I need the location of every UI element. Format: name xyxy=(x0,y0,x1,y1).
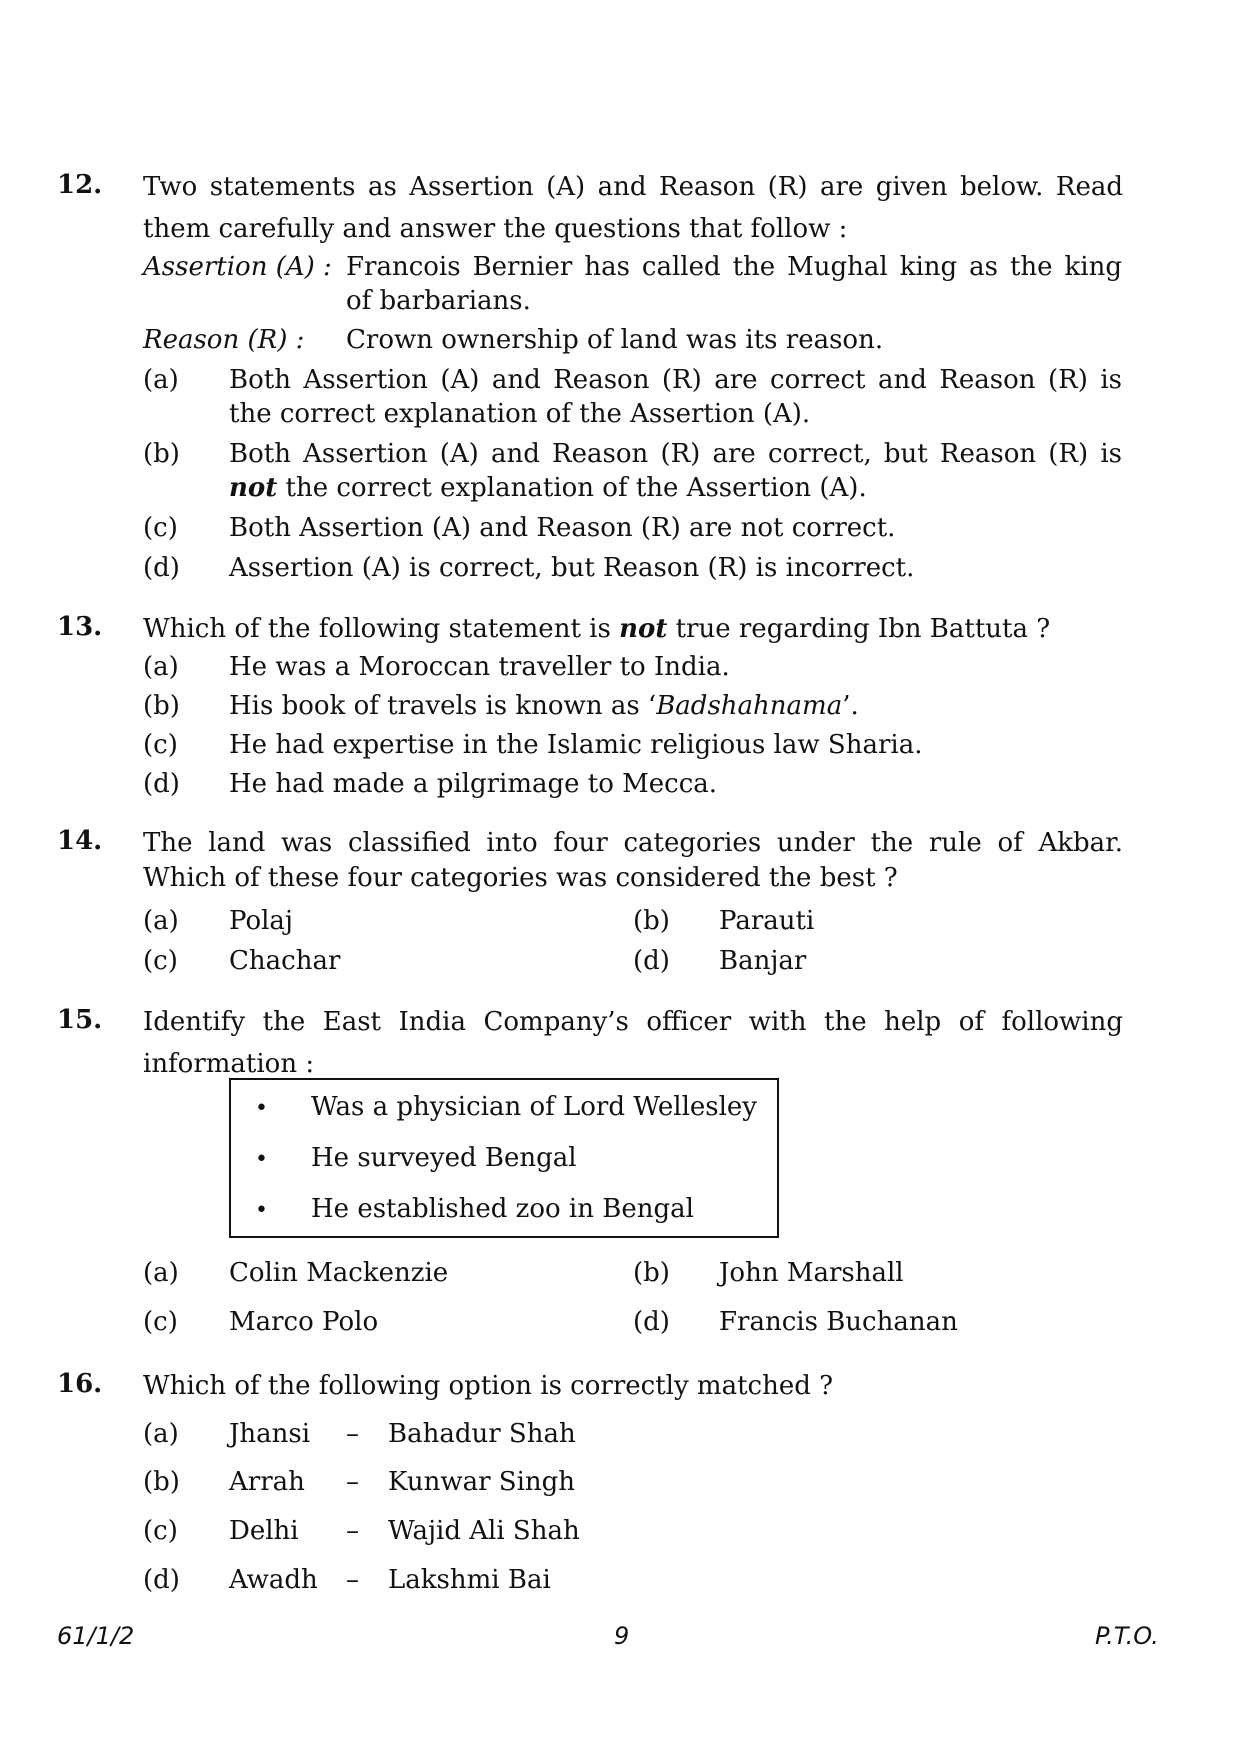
option-label: (b) xyxy=(143,439,180,469)
match-person: Wajid Ali Shah xyxy=(388,1516,580,1546)
question-number: 14. xyxy=(57,826,103,856)
pto-label: P.T.O. xyxy=(1095,1622,1159,1650)
page-number: 9 xyxy=(614,1622,630,1650)
clue-item: Was a physician of Lord Wellesley xyxy=(311,1092,757,1122)
question-stem-line: Identify the East India Company’s officer with the help of following xyxy=(143,1007,1123,1037)
option-text-part: ’. xyxy=(842,691,859,721)
stem-text: true regarding Ibn Battuta ? xyxy=(667,614,1051,644)
question-number: 13. xyxy=(57,612,103,642)
question-stem-line: information : xyxy=(143,1049,315,1079)
option-text: Banjar xyxy=(719,946,807,976)
clue-item: He surveyed Bengal xyxy=(311,1143,577,1173)
option-text: He was a Moroccan traveller to India. xyxy=(229,652,730,682)
question-number: 15. xyxy=(57,1005,103,1035)
match-person: Kunwar Singh xyxy=(388,1467,576,1497)
option-text: Polaj xyxy=(229,906,293,936)
option-label: (c) xyxy=(143,730,178,760)
question-stem-line: Two statements as Assertion (A) and Reason (R) are given below. Read xyxy=(143,172,1123,202)
clue-box xyxy=(229,1078,779,1238)
match-place: Delhi xyxy=(229,1516,299,1546)
assertion-text-line: Francois Bernier has called the Mughal king as the king xyxy=(346,252,1122,282)
option-text-line: Both Assertion (A) and Reason (R) are correct and Reason (R) is xyxy=(229,365,1122,395)
emphasis-not: not xyxy=(229,473,278,503)
clue-item: He established zoo in Bengal xyxy=(311,1194,694,1224)
question-number: 16. xyxy=(57,1369,103,1399)
question-stem xyxy=(143,608,1123,650)
match-person: Bahadur Shah xyxy=(388,1419,576,1449)
option-label: (d) xyxy=(633,1307,670,1337)
option-label: (b) xyxy=(633,1258,670,1288)
option-label: (a) xyxy=(143,652,179,682)
option-text: John Marshall xyxy=(719,1258,904,1288)
option-text-rest: the correct explanation of the Assertion (A). xyxy=(277,473,867,503)
question-stem-line: Which of these four categories was considered the best ? xyxy=(143,863,898,893)
option-text: Parauti xyxy=(719,906,815,936)
option-text: He had expertise in the Islamic religious law Sharia. xyxy=(229,730,923,760)
bullet-icon: • xyxy=(255,1147,268,1172)
option-label: (d) xyxy=(143,553,180,583)
book-title: Badshahnama xyxy=(656,691,843,721)
bullet-icon: • xyxy=(255,1198,268,1223)
option-text-part: His book of travels is known as ‘ xyxy=(229,691,657,721)
question-stem-line: them carefully and answer the questions that follow : xyxy=(143,214,848,244)
stem-text: Which of the following statement is xyxy=(143,614,620,644)
assertion-text-line: of barbarians. xyxy=(346,286,531,316)
question-stem: Which of the following option is correctly matched ? xyxy=(143,1371,834,1401)
option-label: (a) xyxy=(143,1419,179,1449)
question-number: 12. xyxy=(57,170,103,200)
option-text: Assertion (A) is correct, but Reason (R) is incorrect. xyxy=(229,553,915,583)
option-text-line: Both Assertion (A) and Reason (R) are correct, but Reason (R) is xyxy=(229,439,1122,469)
paper-code: 61/1/2 xyxy=(57,1622,135,1650)
question-stem-line: The land was classified into four categories under the rule of Akbar. xyxy=(143,828,1123,858)
assertion-label: Assertion (A) : xyxy=(143,252,332,282)
emphasis-not: not xyxy=(619,614,668,644)
option-label: (b) xyxy=(143,1467,180,1497)
match-dash: – xyxy=(346,1565,359,1595)
option-text: Both Assertion (A) and Reason (R) are not correct. xyxy=(229,513,896,543)
option-text: Colin Mackenzie xyxy=(229,1258,449,1288)
option-label: (a) xyxy=(143,365,179,395)
option-label: (c) xyxy=(143,1307,178,1337)
option-text: Francis Buchanan xyxy=(719,1307,958,1337)
option-text-line xyxy=(229,471,1122,505)
option-label: (d) xyxy=(633,946,670,976)
reason-text: Crown ownership of land was its reason. xyxy=(346,325,884,355)
match-place: Arrah xyxy=(229,1467,305,1497)
match-dash: – xyxy=(346,1419,359,1449)
option-text: Marco Polo xyxy=(229,1307,379,1337)
option-label: (b) xyxy=(143,691,180,721)
option-label: (a) xyxy=(143,906,179,936)
match-place: Awadh xyxy=(229,1565,318,1595)
option-text xyxy=(229,689,1122,723)
match-person: Lakshmi Bai xyxy=(388,1565,551,1595)
match-place: Jhansi xyxy=(229,1419,311,1449)
option-text: Chachar xyxy=(229,946,341,976)
option-label: (c) xyxy=(143,513,178,543)
option-label: (a) xyxy=(143,1258,179,1288)
match-dash: – xyxy=(346,1467,359,1497)
option-label: (c) xyxy=(143,946,178,976)
match-dash: – xyxy=(346,1516,359,1546)
option-label: (d) xyxy=(143,769,180,799)
option-label: (c) xyxy=(143,1516,178,1546)
option-label: (d) xyxy=(143,1565,180,1595)
option-text: He had made a pilgrimage to Mecca. xyxy=(229,769,718,799)
option-label: (b) xyxy=(633,906,670,936)
bullet-icon: • xyxy=(255,1096,268,1121)
option-text-line: the correct explanation of the Assertion (A). xyxy=(229,399,811,429)
reason-label: Reason (R) : xyxy=(143,325,305,355)
